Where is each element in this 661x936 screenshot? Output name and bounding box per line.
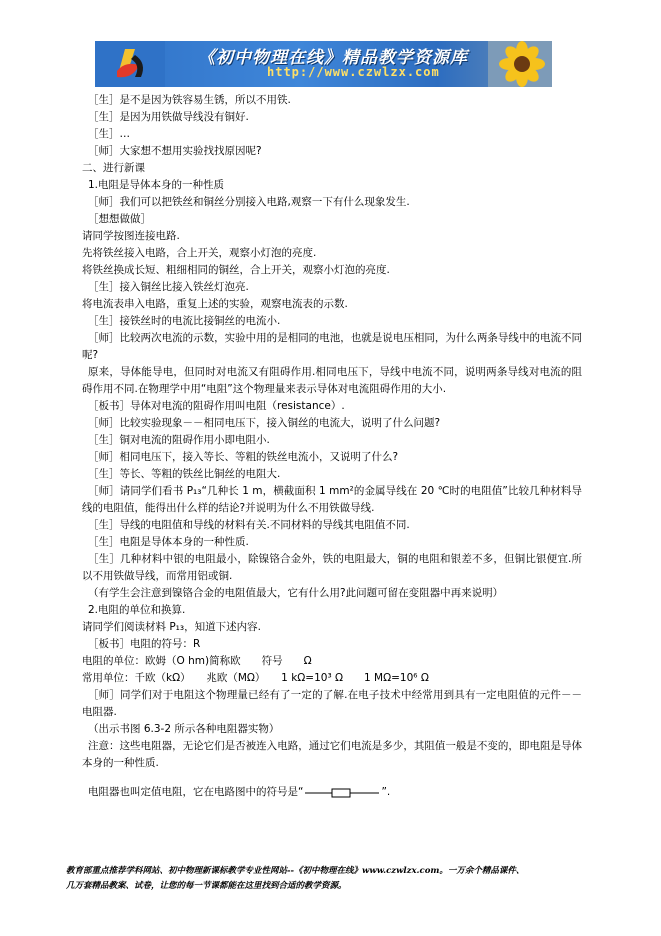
text-line: ［师］大家想不想用实验找找原因呢?	[88, 145, 262, 157]
subsection-heading: 1.电阻是导体本身的一种性质	[88, 179, 225, 191]
text-paragraph: ［师］同学们对于电阻这个物理量已经有了一定的了解.在电子技术中经常用到具有一定电阻值的元件－－电阻器.	[82, 689, 582, 718]
subsection-heading: 2.电阻的单位和换算.	[88, 604, 186, 616]
text-line: ［生］导线的电阻值和导线的材料有关.不同材料的导线其电阻值不同.	[88, 519, 410, 531]
resistor-symbol-line	[88, 784, 582, 801]
banner-title: 《初中物理在线》精品教学资源库	[198, 48, 468, 68]
text-line: 先将铁丝接入电路，合上开关，观察小灯泡的亮度.	[82, 247, 317, 259]
text-line: ［板书］导体对电流的阻碍作用叫电阻（resistance）.	[88, 400, 345, 412]
text-paragraph: 注意：这些电阻器，无论它们是否被连入电路，通过它们电流是多少，其阻值一般是不变的，即电阻是导体本身的一种性质.	[82, 740, 582, 769]
resistor-line-before: 电阻器也叫定值电阻，它在电路图中的符号是“	[88, 786, 304, 798]
text-line: ［生］…	[88, 128, 130, 140]
text-line: ［生］电阻是导体本身的一种性质.	[88, 536, 249, 548]
text-line: 请同学们阅读材料 P₁₃，知道下述内容.	[82, 621, 261, 633]
section-heading: 二、进行新课	[82, 162, 145, 174]
document-body	[82, 92, 582, 801]
text-line: ［生］等长、等粗的铁丝比铜丝的电阻大.	[88, 468, 281, 480]
resistor-line-after: ”.	[381, 786, 391, 798]
text-line: （有学生会注意到镍铬合金的电阻值最大，它有什么用?此问题可留在变阻器中再来说明）	[88, 587, 504, 599]
text-line: 将铁丝换成长短、粗细相同的铜丝，合上开关，观察小灯泡的亮度.	[82, 264, 390, 276]
text-line: ［想想做做］	[88, 213, 151, 225]
header-banner	[95, 41, 552, 87]
text-paragraph: ［师］比较两次电流的示数，实验中用的是相同的电池，也就是说电压相同，为什么两条导线中的电流不同呢?	[82, 332, 582, 361]
footer-line: 几万套精品教案、试卷，让您的每一节课都能在这里找到合适的教学资源。	[66, 881, 347, 891]
text-paragraph: ［师］请同学们看书 P₁₃“几种长 1 m，横截面积 1 mm²的金属导线在 20 ℃时的电阻值”比较几种材料导线的电阻值，能得出什么样的结论?并说明为什么不用铁做导线.	[82, 485, 582, 514]
text-line: ［板书］电阻的符号：R	[88, 638, 201, 650]
footer-line: 教育部重点推荐学科网站、初中物理新课标教学专业性网站--《初中物理在线》www.czwlzx.com。一万余个精品课件、	[66, 866, 525, 876]
banner-url[interactable]: http://www.czwlzx.com	[267, 65, 440, 79]
text-line: 常用单位：千欧（kΩ） 兆欧（MΩ） 1 kΩ=10³ Ω 1 MΩ=10⁶ Ω	[82, 672, 429, 684]
text-line: ［生］铜对电流的阻碍作用小即电阻小.	[88, 434, 270, 446]
text-line: ［生］接入铜丝比接入铁丝灯泡亮.	[88, 281, 249, 293]
text-line: 请同学按图连接电路.	[82, 230, 180, 242]
text-paragraph: 原来，导体能导电，但同时对电流又有阻碍作用.相同电压下，导线中电流不同，说明两条导线对电流的阻碍作用不同.在物理学中用“电阻”这个物理量来表示导体对电流阻碍作用的大小.	[82, 366, 582, 395]
text-line: （出示书图 6.3-2 所示各种电阻器实物）	[88, 723, 280, 735]
site-logo-icon	[95, 41, 165, 87]
text-paragraph: ［生］几种材料中银的电阻最小，除镍铬合金外，铁的电阻最大，铜的电阻和银差不多，但铜比银便宜.所以不用铁做导线，而常用铝或铜.	[82, 553, 582, 582]
page-footer	[66, 864, 596, 894]
resistor-symbol-icon	[305, 787, 379, 799]
text-line: ［生］接铁丝时的电流比接铜丝的电流小.	[88, 315, 281, 327]
text-line: 将电流表串入电路，重复上述的实验，观察电流表的示数.	[82, 298, 348, 310]
text-line: ［师］相同电压下，接入等长、等粗的铁丝电流小，又说明了什么?	[88, 451, 399, 463]
text-line: ［生］是因为用铁做导线没有铜好.	[88, 111, 249, 123]
text-line: ［师］我们可以把铁丝和铜丝分别接入电路,观察一下有什么现象发生.	[88, 196, 410, 208]
text-line: ［师］比较实验现象－－相同电压下，接入铜丝的电流大，说明了什么问题?	[88, 417, 441, 429]
text-line: 电阻的单位：欧姆（O hm)简称欧 符号 Ω	[82, 655, 312, 667]
text-line: ［生］是不是因为铁容易生锈，所以不用铁.	[88, 94, 291, 106]
sunflower-icon	[488, 41, 552, 87]
